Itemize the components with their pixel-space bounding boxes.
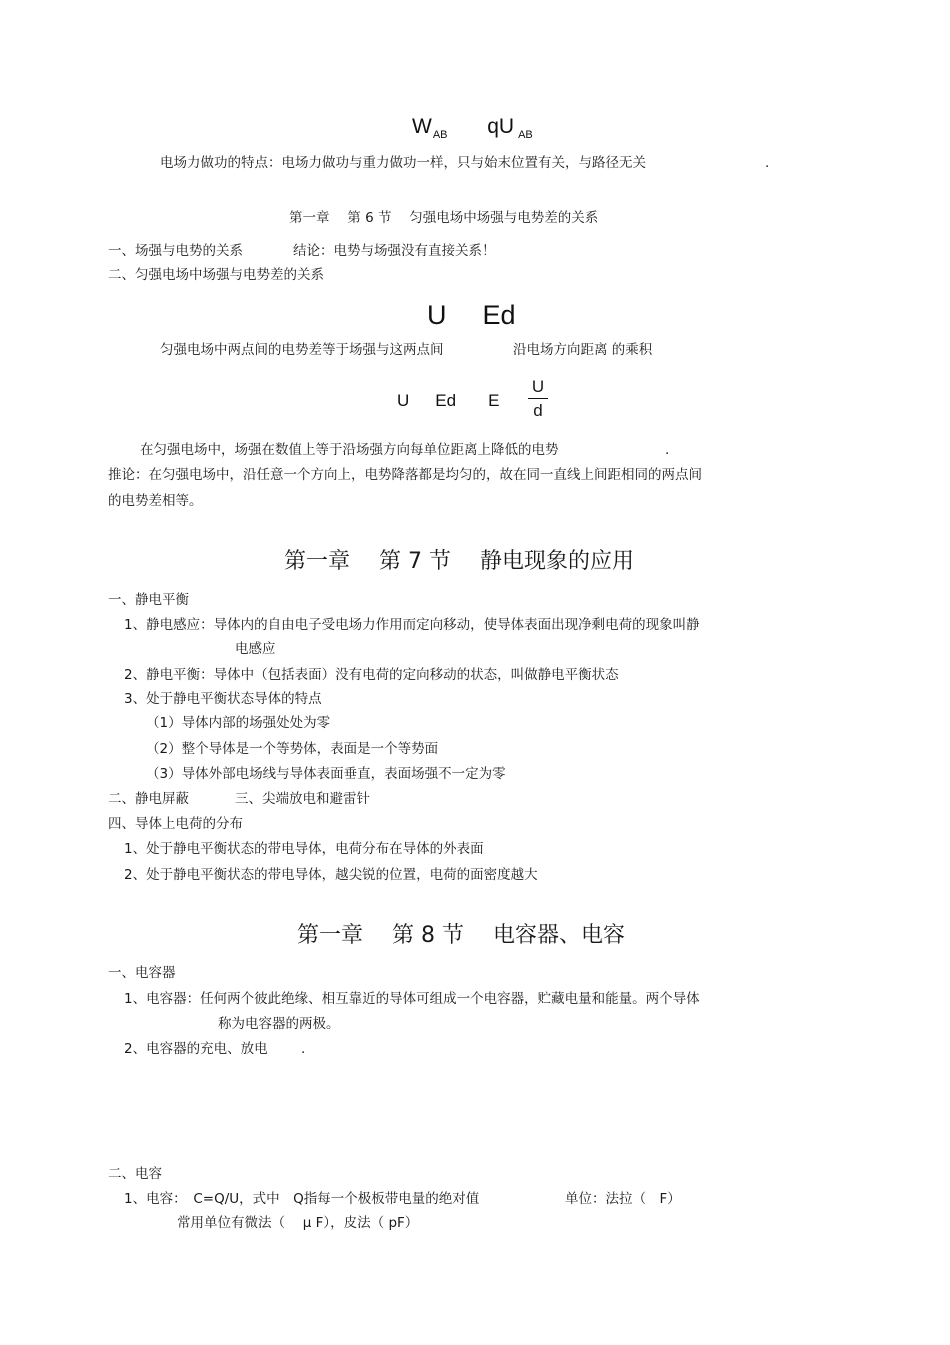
sec7-h1: 一、静电平衡 (108, 592, 189, 608)
sec7-p1: （1）导体内部的场强处处为零 (146, 715, 331, 731)
sec6-item1: 一、场强与电势的关系 (108, 243, 243, 259)
work-feature-dot: . (765, 155, 770, 171)
sec7-h4: 四、导体上电荷的分布 (108, 816, 243, 832)
fraction-bar (528, 398, 548, 399)
formula2-ed: Ed (435, 391, 457, 410)
sec8-e1b: 常用单位有微法（ μ F），皮法（ pF） (177, 1215, 419, 1231)
sec6-line-field: 在匀强电场中，场强在数值上等于沿场强方向每单位距离上降低的电势 (140, 442, 559, 458)
sec7-i1b: 电感应 (235, 641, 276, 657)
sec8-h2: 二、电容 (108, 1166, 162, 1182)
sec7-d2: 2、处于静电平衡状态的带电导体，越尖锐的位置，电荷的面密度越大 (124, 867, 538, 883)
formula-qu: qU (487, 115, 515, 138)
formula-w: W (412, 115, 432, 138)
sec6-desc-a: 匀强电场中两点间的电势差等于场强与这两点间 (160, 342, 444, 358)
sec8-c1a: 1、电容器：任何两个彼此绝缘、相互靠近的导体可组成一个电容器，贮藏电量和能量。两个导体 (124, 991, 700, 1007)
formula2-u: U (397, 391, 410, 410)
formula2 (397, 391, 499, 411)
sec8-h1: 一、电容器 (108, 965, 176, 981)
sec6-corollary-2: 的电势差相等。 (108, 493, 203, 509)
formula2-e: E (488, 391, 500, 410)
sec7-d1: 1、处于静电平衡状态的带电导体，电荷分布在导体的外表面 (124, 841, 484, 857)
sec6-item1-conclusion: 结论：电势与场强没有直接关系！ (293, 243, 496, 259)
sec6-desc-b: 沿电场方向距离 的乘积 (513, 342, 653, 358)
sec8-e1a: 1、电容： C=Q/U，式中 Q指每一个极板带电量的绝对值 (124, 1191, 480, 1207)
sec8-c2-dot: . (301, 1041, 306, 1057)
sec7-h3: 三、尖端放电和避雷针 (235, 791, 370, 807)
sec8-e1-unit: 单位：法拉（ F） (565, 1191, 681, 1207)
sec6-corollary-1: 推论：在匀强电场中，沿任意一个方向上，电势降落都是均匀的，故在同一直线上间距相同的两点间 (108, 467, 702, 483)
sec6-line-field-dot: . (665, 442, 670, 458)
work-feature-text: 电场力做功的特点：电场力做功与重力做功一样，只与始末位置有关，与路径无关 (160, 155, 646, 171)
formula2-fraction (528, 377, 548, 421)
sec8-title: 第一章 第 8 节 电容器、电容 (297, 923, 625, 948)
sec8-c2: 2、电容器的充电、放电 (124, 1041, 268, 1057)
sec7-i1a: 1、静电感应：导体内的自由电子受电场力作用而定向移动，使导体表面出现净剩电荷的现象叫静 (124, 617, 700, 633)
formula-u-ed-big (427, 300, 516, 331)
formula-work (412, 115, 533, 139)
sec6-title: 第一章 第 6 节 匀强电场中场强与电势差的关系 (289, 210, 599, 226)
sec7-title: 第一章 第 7 节 静电现象的应用 (284, 549, 634, 574)
formula-big-ed: Ed (482, 300, 516, 330)
formula-qu-sub: AB (518, 129, 533, 141)
sec7-i2: 2、静电平衡：导体中（包括表面）没有电荷的定向移动的状态，叫做静电平衡状态 (124, 667, 619, 683)
formula2-numerator: U (531, 377, 545, 396)
sec6-item2: 二、匀强电场中场强与电势差的关系 (108, 267, 324, 283)
formula-w-sub: AB (432, 129, 448, 141)
sec7-p2: （2）整个导体是一个等势体，表面是一个等势面 (146, 741, 439, 757)
formula2-denominator: d (533, 401, 543, 420)
sec8-c1b: 称为电容器的两极。 (218, 1016, 340, 1032)
sec7-p3: （3）导体外部电场线与导体表面垂直，表面场强不一定为零 (146, 766, 506, 782)
sec7-h2: 二、静电屏蔽 (108, 791, 189, 807)
sec7-i3: 3、处于静电平衡状态导体的特点 (124, 691, 322, 707)
formula-big-u: U (427, 300, 447, 330)
